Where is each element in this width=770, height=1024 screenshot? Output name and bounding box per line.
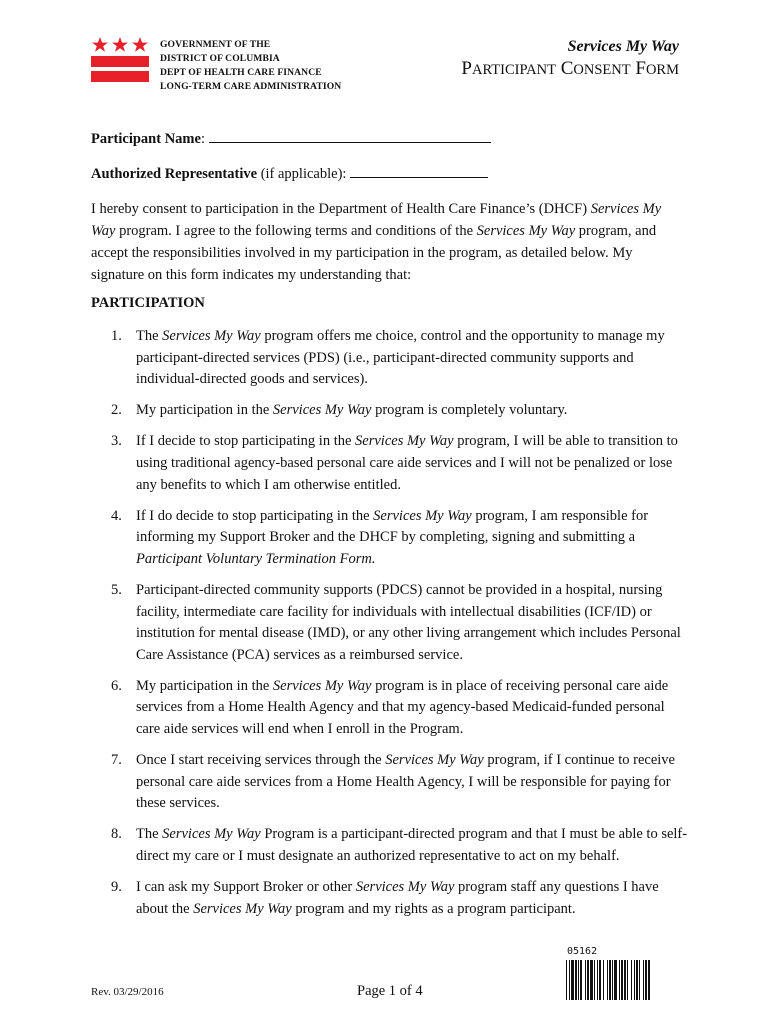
authorized-rep-field bbox=[91, 166, 488, 183]
authorized-rep-input[interactable] bbox=[350, 177, 488, 178]
barcode-bar bbox=[607, 960, 608, 1000]
agency-line: DEPT OF HEALTH CARE FINANCE bbox=[160, 67, 322, 78]
item-text: program, if I continue to receive personal care aide services from a Home Health Agency, I will be responsible for paying for these services. bbox=[136, 752, 675, 812]
form-name: Participant Voluntary Termination Form. bbox=[136, 550, 376, 567]
intro-text: I hereby consent to participation in the Department of Health Care Finance’s (DHCF) bbox=[91, 201, 591, 217]
barcode-bar bbox=[603, 960, 604, 1000]
barcode-bar bbox=[590, 960, 593, 1000]
barcode-id: 05162 bbox=[567, 946, 598, 957]
program-name: Services My Way bbox=[162, 328, 261, 344]
list-item bbox=[91, 824, 691, 867]
item-text: My participation in the bbox=[136, 402, 273, 419]
list-item bbox=[91, 400, 691, 422]
page-number: Page 1 of 4 bbox=[357, 983, 423, 999]
barcode-bar bbox=[578, 960, 579, 1000]
item-text: If I decide to stop participating in the bbox=[136, 433, 356, 450]
item-text: program is in place of receiving personal care aide services from a Home Health Agency and that my agency-based Medicaid-funded personal care aide services will end when I enroll in the Program. bbox=[136, 677, 669, 737]
flag-bar-top bbox=[91, 56, 149, 67]
section-heading: PARTICIPATION bbox=[91, 295, 205, 311]
program-name: Services My Way bbox=[355, 879, 455, 896]
barcode-bar bbox=[587, 960, 589, 1000]
barcode-bar bbox=[597, 960, 598, 1000]
intro-text: program. I agree to the following terms and conditions of the bbox=[115, 223, 477, 239]
item-text: Participant-directed community supports (PDCS) cannot be provided in a hospital, nursing facility, intermediate care facility for individuals with intellectual disabilities (ICF/ID) or institution for mental disease (IMD), or any other living arrangement which includes Personal Care Assistance (PCA) services as a reimbursed service. bbox=[136, 581, 681, 663]
barcode-bar bbox=[571, 960, 574, 1000]
participation-list bbox=[91, 326, 691, 930]
authorized-rep-label: Authorized Representative bbox=[91, 166, 258, 182]
agency-line: LONG-TERM CARE ADMINISTRATION bbox=[160, 81, 342, 92]
star-icon bbox=[132, 37, 148, 52]
barcode-bar bbox=[599, 960, 601, 1000]
list-item bbox=[91, 580, 691, 666]
item-text: My participation in the bbox=[136, 677, 273, 694]
program-name: Services My Way bbox=[193, 900, 292, 917]
barcode-bar bbox=[645, 960, 647, 1000]
dc-flag-logo bbox=[91, 37, 149, 83]
barcode-bar bbox=[609, 960, 611, 1000]
item-number: 1. bbox=[111, 328, 122, 344]
barcode-bar bbox=[580, 960, 582, 1000]
barcode-bar bbox=[614, 960, 617, 1000]
barcode-bar bbox=[619, 960, 620, 1000]
program-name: Services My Way bbox=[476, 223, 576, 239]
item-text: I can ask my Support Broker or other bbox=[136, 879, 356, 896]
program-name: Services My Way bbox=[91, 201, 662, 239]
item-text: Once I start receiving services through the bbox=[136, 752, 386, 769]
barcode-bar bbox=[621, 960, 623, 1000]
list-item bbox=[91, 877, 691, 920]
barcode-bar bbox=[575, 960, 577, 1000]
barcode-bar bbox=[643, 960, 644, 1000]
barcode-bar bbox=[594, 960, 595, 1000]
list-item bbox=[91, 326, 691, 391]
item-text: program is completely voluntary. bbox=[371, 402, 568, 419]
item-text: program offers me choice, control and the opportunity to manage my participant-directed services (PDS) (i.e., participant-directed community supports and individual-directed goods and services). bbox=[136, 328, 665, 388]
item-text: The bbox=[136, 328, 163, 344]
star-icon bbox=[112, 37, 128, 52]
authorized-rep-note: (if applicable): bbox=[260, 166, 347, 182]
program-name: Services My Way bbox=[272, 677, 372, 694]
barcode-bar bbox=[569, 960, 570, 1000]
item-text: program, I will be able to transition to using traditional agency-based personal care aide services and I will not be penalized or lose any benefits to which I am otherwise entitled. bbox=[136, 433, 678, 493]
program-name: Services My Way bbox=[355, 433, 454, 450]
form-title-text: PARTICIPANT CONSENT FORM bbox=[461, 58, 679, 79]
revision-date: Rev. 03/29/2016 bbox=[91, 986, 164, 998]
barcode-bar bbox=[624, 960, 626, 1000]
agency-line: DISTRICT OF COLUMBIA bbox=[160, 53, 280, 64]
list-item bbox=[91, 431, 691, 496]
participant-name-field: Participant Name: bbox=[91, 131, 491, 148]
item-number: 7. bbox=[111, 752, 122, 769]
participant-name-input[interactable] bbox=[209, 142, 491, 143]
agency-name bbox=[160, 38, 341, 94]
item-text: Program is a participant-directed program and that I must be able to self-direct my care or I must designate an authorized representative to act on my behalf. bbox=[136, 826, 688, 864]
item-text: program, I am responsible for informing my Support Broker and the DHCF by completing, signing and submitting a bbox=[136, 507, 649, 546]
flag-bar-bottom bbox=[91, 71, 149, 82]
barcode-bar bbox=[636, 960, 638, 1000]
list-item bbox=[91, 676, 691, 741]
barcode-bar bbox=[585, 960, 586, 1000]
item-number: 3. bbox=[111, 433, 122, 450]
program-name: Services My Way bbox=[162, 826, 261, 843]
list-item bbox=[91, 506, 691, 571]
barcode-bar bbox=[612, 960, 613, 1000]
agency-line: GOVERNMENT OF THE bbox=[160, 39, 271, 50]
list-item bbox=[91, 750, 691, 815]
barcode-bar bbox=[631, 960, 632, 1000]
barcode-bar bbox=[627, 960, 628, 1000]
item-number: 8. bbox=[111, 826, 122, 843]
item-number: 2. bbox=[111, 402, 122, 419]
barcode-bar bbox=[648, 960, 650, 1000]
star-icon bbox=[92, 37, 108, 52]
program-name: Services My Way bbox=[373, 507, 472, 524]
item-number: 5. bbox=[111, 581, 122, 598]
program-name: Services My Way bbox=[272, 402, 372, 419]
barcode-bar bbox=[639, 960, 640, 1000]
item-number: 4. bbox=[111, 507, 122, 524]
barcode-bar bbox=[566, 960, 567, 1000]
intro-paragraph bbox=[91, 198, 671, 286]
form-title bbox=[461, 58, 679, 80]
participant-name-label: Participant Name bbox=[91, 131, 201, 147]
item-number: 9. bbox=[111, 879, 122, 896]
program-title: Services My Way bbox=[567, 38, 679, 55]
program-name: Services My Way bbox=[385, 752, 484, 769]
item-text: program and my rights as a program participant. bbox=[291, 900, 576, 917]
item-text: The bbox=[136, 826, 163, 843]
barcode-bar bbox=[634, 960, 635, 1000]
barcode-icon bbox=[566, 960, 681, 1000]
intro-text: program, and accept the responsibilities involved in my participation in the program, as detailed below. My signature on this form indicates my understanding that: bbox=[91, 223, 657, 283]
item-text: If I do decide to stop participating in the bbox=[136, 507, 374, 524]
item-text: program staff any questions I have about the bbox=[136, 879, 659, 917]
item-number: 6. bbox=[111, 677, 122, 694]
